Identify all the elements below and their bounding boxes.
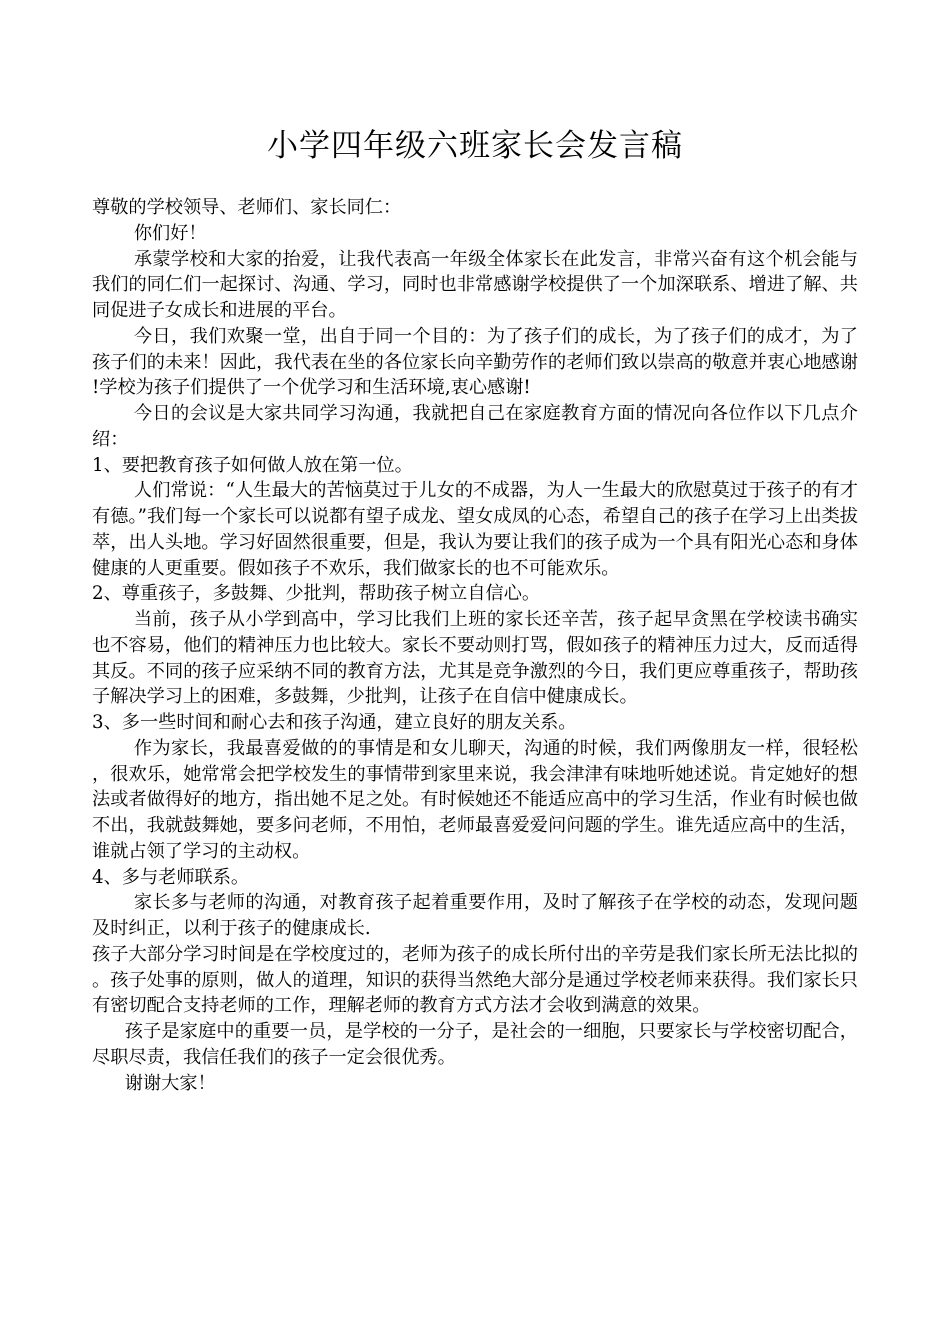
paragraph: 你们好！ [133, 222, 207, 244]
paragraph: 作为家长，我最喜爱做的的事情是和女儿聊天，沟通的时候，我们两像朋友一样，很轻松，很欢乐，她常常会把学校发生的事情带到家里来说，我会津津有味地听她述说。肯定她好的想法或者做得好的地方，指出她不足之处。有时候她还不能适应高中的学习生活，作业有时候也做不出，我就鼓舞她，要多问老师，不用怕，老师最喜爱爱问问题的学生。谁先适应高中的生活，谁就占领了学习的主动权。 [92, 737, 858, 862]
paragraph: 3、多一些时间和耐心去和孩子沟通，建立良好的朋友关系。 [92, 712, 577, 733]
paragraph: 4、多与老师联系。 [92, 866, 250, 888]
paragraph: 2、尊重孩子，多鼓舞、少批判，帮助孩子树立自信心。 [92, 583, 541, 605]
paragraph: 人们常说：“人生最大的苦恼莫过于儿女的不成器，为人一生最大的欣慰莫过于孩子的有才有德。”我们每一个家长可以说都有望子成龙、望女成凤的心态，希望自己的孩子在学习上出类拔萃，出人头地。学习好固然很重要，但是，我认为要让我们的孩子成为一个具有阳光心态和身体健康的人更重要。假如孩子不欢乐，我们做家长的也不可能欢乐。 [92, 480, 858, 579]
paragraph: 尊敬的学校领导、老师们、家长同仁： [92, 197, 402, 218]
paragraph: 承蒙学校和大家的抬爱，让我代表高一年级全体家长在此发言，非常兴奋有这个机会能与我们的同仁们一起探讨、沟通、学习，同时也非常感谢学校提供了一个加深联系、增进了解、共同促进子女成长和进展的平台。 [92, 248, 858, 321]
paragraph: 今日，我们欢聚一堂，出自于同一个目的：为了孩子们的成长，为了孩子们的成才，为了孩子们的未来！因此，我代表在坐的各位家长向辛勤劳作的老师们致以崇高的敬意并衷心地感谢!学校为孩子们提供了一个优学习和生活环境,衷心感谢! [92, 325, 858, 399]
paragraph: 1、要把教育孩子如何做人放在第一位。 [92, 454, 413, 476]
paragraph: 家长多与老师的沟通，对教育孩子起着重要作用，及时了解孩子在学校的动态，发现问题及时纠正，以利于孩子的健康成长. [92, 892, 858, 939]
paragraph: 今日的会议是大家共同学习沟通，我就把自己在家庭教育方面的情况向各位作以下几点介绍： [92, 403, 858, 450]
paragraph: 孩子大部分学习时间是在学校度过的，老师为孩子的成长所付出的辛劳是我们家长所无法比拟的。孩子处事的原则，做人的道理，知识的获得当然绝大部分是通过学校老师来获得。我们家长只有密切配合支持老师的工作，理解老师的教育方式方法才会收到满意的效果。 [92, 943, 858, 1017]
document-body [92, 195, 858, 1096]
paragraph: 当前，孩子从小学到高中，学习比我们上班的家长还辛苦，孩子起早贪黑在学校读书确实也不容易，他们的精神压力也比较大。家长不要动则打骂，假如孩子的精神压力过大，反而适得其反。不同的孩子应采纳不同的教育方法，尤其是竞争激烈的今日，我们更应尊重孩子，帮助孩子解决学习上的困难，多鼓舞，少批判，让孩子在自信中健康成长。 [92, 609, 858, 708]
paragraph: 谢谢大家！ [124, 1072, 216, 1094]
paragraph: 孩子是家庭中的重要一员，是学校的一分子，是社会的一细胞，只要家长与学校密切配合，尽职尽责，我信任我们的孩子一定会很优秀。 [92, 1021, 858, 1068]
document-title: 小学四年级六班家长会发言稿 [267, 128, 683, 164]
